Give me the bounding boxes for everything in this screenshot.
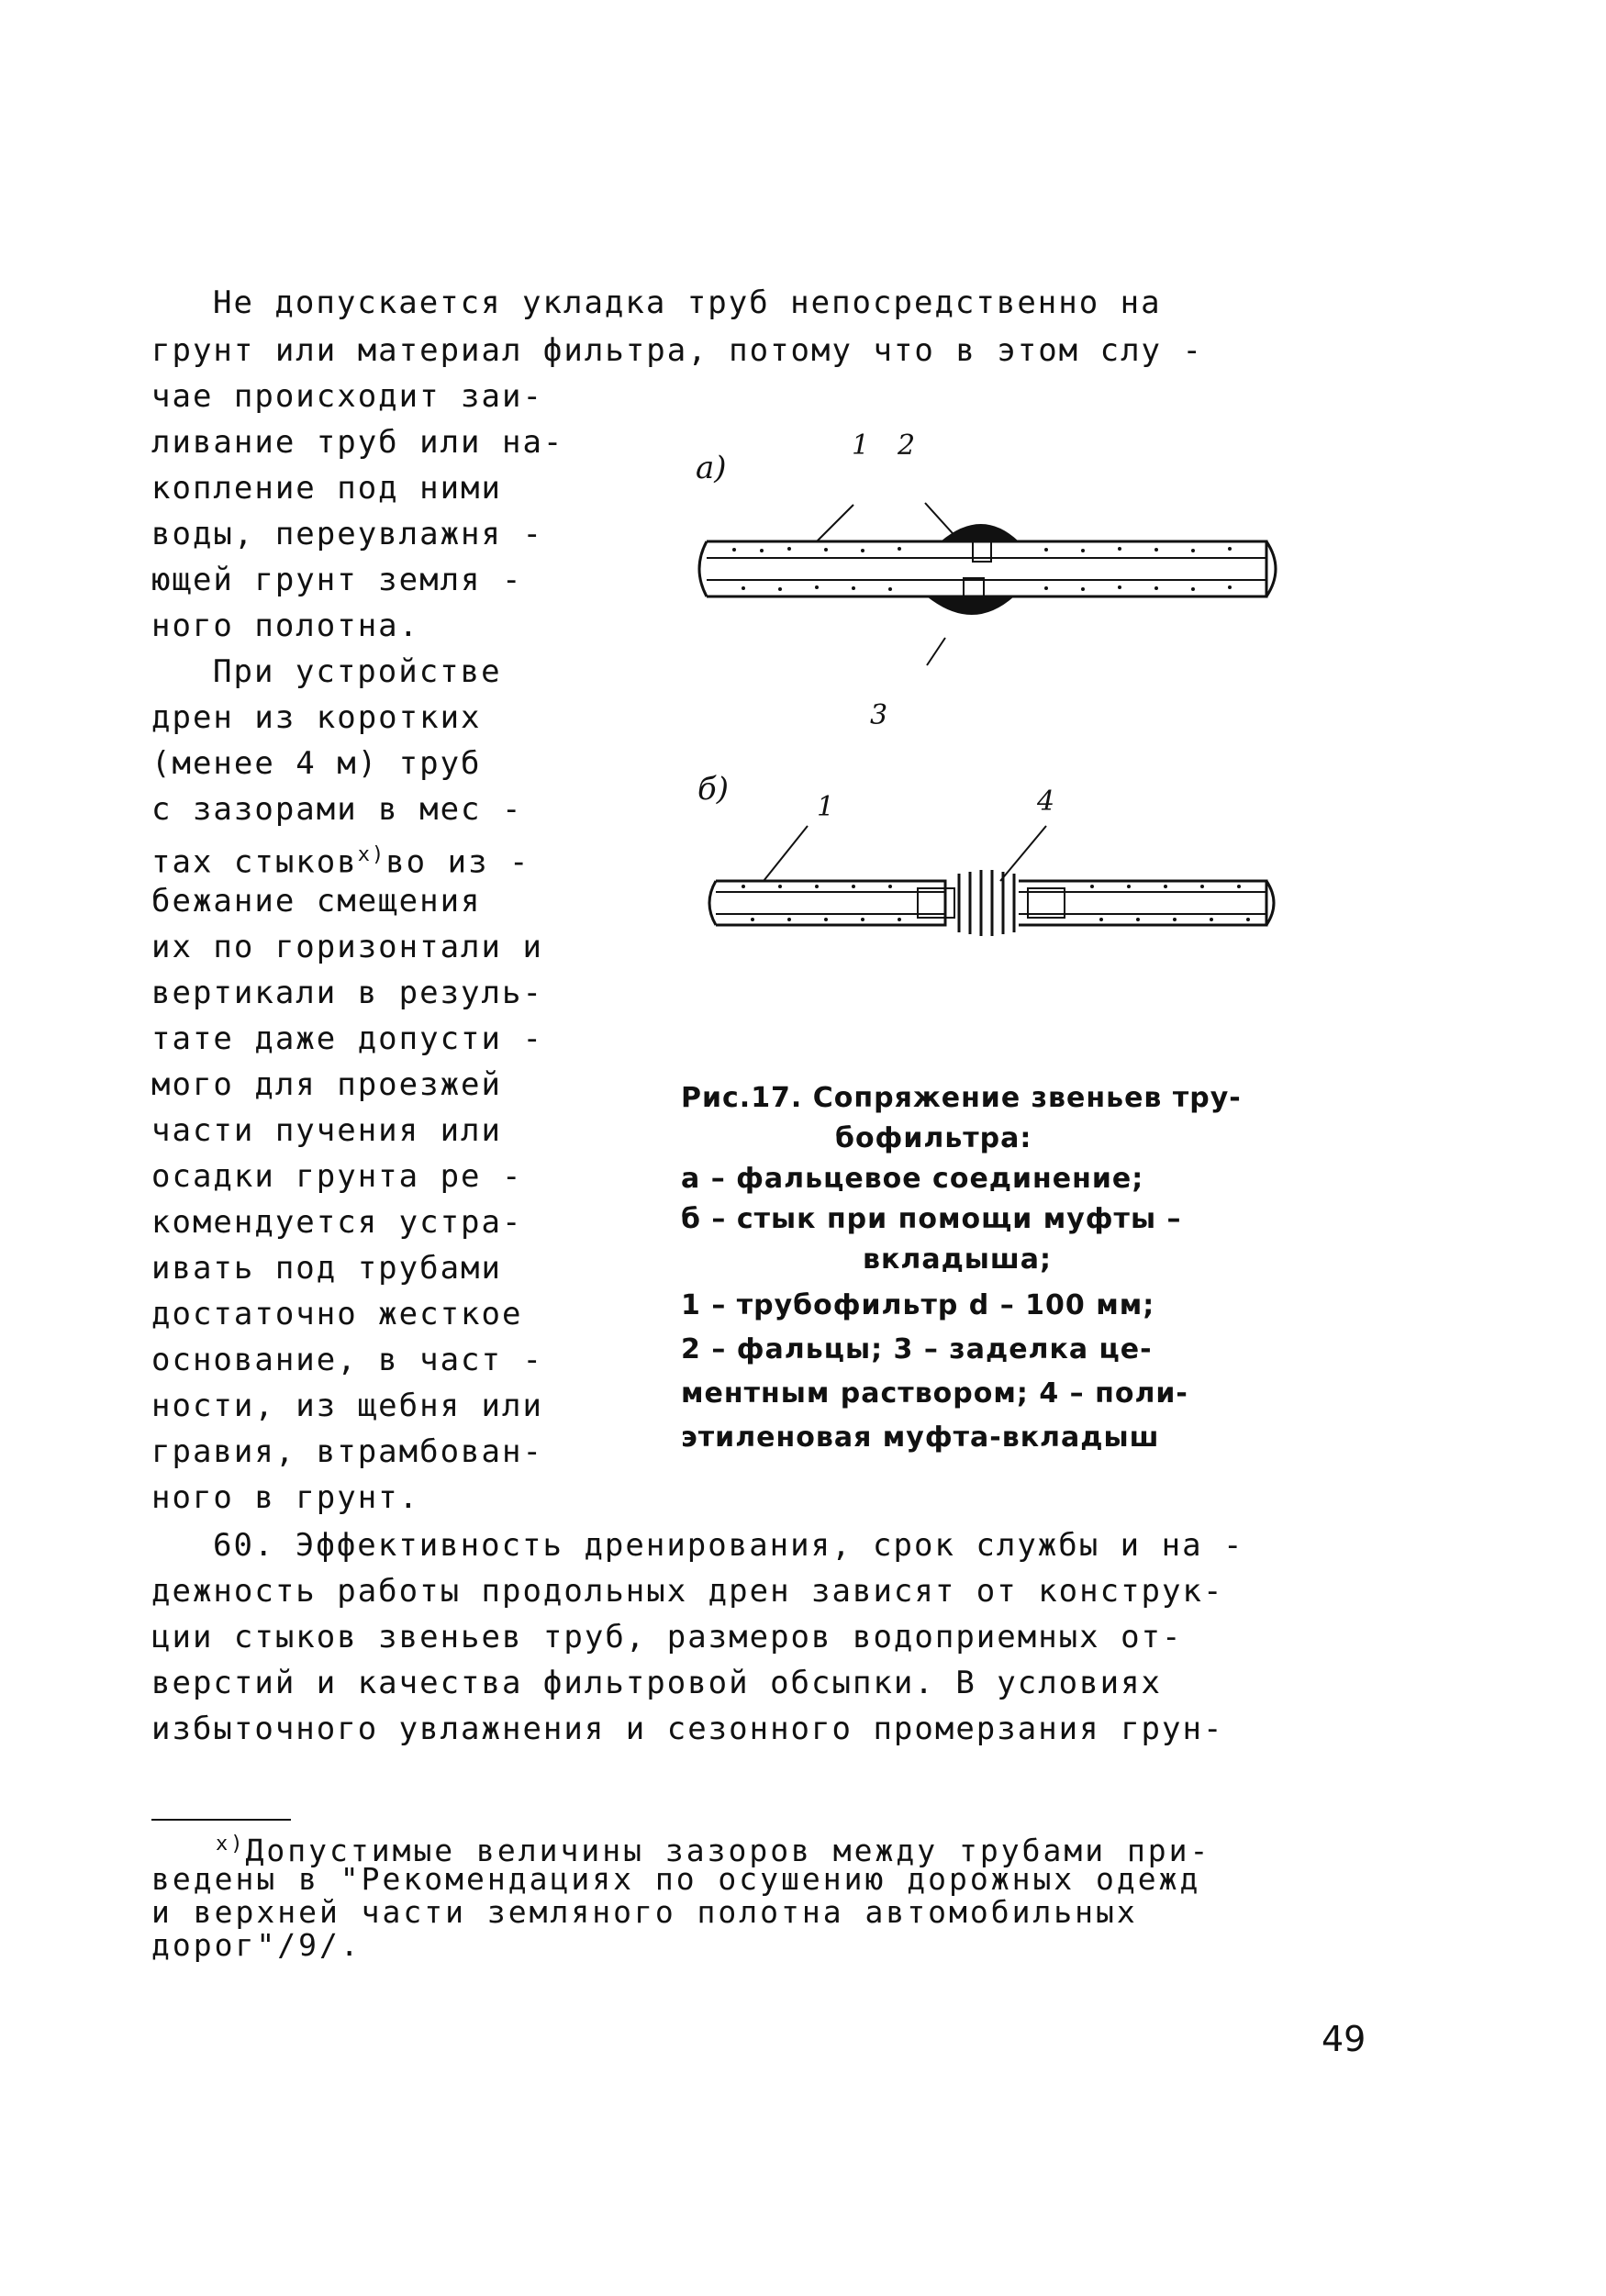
caption-line-9: этиленовая муфта-вкладыш bbox=[681, 1421, 1160, 1454]
left-line-11 bbox=[151, 837, 530, 880]
para60-line-3: ции стыков звеньев труб, размеров водоприемных от- bbox=[151, 1619, 1183, 1655]
left-line-23: ности, из щебня или bbox=[151, 1388, 543, 1424]
caption-line-8: ментным раствором; 4 – поли- bbox=[681, 1377, 1188, 1410]
para60-line-2: дежность работы продольных дрен зависят от конструк- bbox=[151, 1573, 1224, 1610]
left-line-15: тате даже допусти - bbox=[151, 1020, 543, 1057]
caption-line-7: 2 – фальцы; 3 – заделка це- bbox=[681, 1333, 1153, 1365]
caption-line-3: а – фальцевое соединение; bbox=[681, 1163, 1144, 1195]
figure-b-pipe-drawing bbox=[697, 808, 1285, 945]
left-line-9: (менее 4 м) труб bbox=[151, 745, 482, 782]
left-line-13: их по горизонтали и bbox=[151, 929, 543, 965]
left-line-8: дрен из коротких bbox=[151, 699, 482, 736]
left-line-20: ивать под трубами bbox=[151, 1250, 502, 1287]
caption-line-6: 1 – трубофильтр d – 100 мм; bbox=[681, 1289, 1155, 1321]
callout-1-bottom: 1 bbox=[817, 791, 835, 823]
figure-label-b: б) bbox=[697, 771, 730, 808]
para60-line-5: избыточного увлажнения и сезонного промерзания грун- bbox=[151, 1711, 1224, 1747]
left-line-2: ливание труб или на- bbox=[151, 424, 564, 461]
callout-4: 4 bbox=[1037, 786, 1055, 818]
left-line-3: копление под ними bbox=[151, 470, 502, 507]
left-line-12: бежание смещения bbox=[151, 883, 482, 920]
footnote-line-3: и верхней части земляного полотна автомобильных bbox=[151, 1894, 1138, 1930]
left-line-5: ющей грунт земля - bbox=[151, 562, 523, 598]
para60-line-1: 60. Эффективность дренирования, срок службы и на - bbox=[213, 1527, 1244, 1564]
footnote-marker-bottom: х) bbox=[216, 1833, 246, 1856]
caption-line-5: вкладыша; bbox=[863, 1243, 1053, 1276]
figure-a-pipe-drawing bbox=[697, 486, 1285, 670]
left-line-6: ного полотна. bbox=[151, 607, 420, 644]
callout-2-top: 2 bbox=[898, 429, 916, 462]
para60-line-4: верстий и качества фильтровой обсыпки. В условиях bbox=[151, 1665, 1163, 1701]
left-line-10: с зазорами в мес - bbox=[151, 791, 523, 828]
footnote-marker: х) bbox=[357, 843, 386, 866]
left-line-11-text: тах стыков bbox=[151, 843, 358, 881]
left-line-22: основание, в част - bbox=[151, 1342, 543, 1378]
left-line-24: гравия, втрамбован- bbox=[151, 1433, 543, 1470]
callout-3: 3 bbox=[870, 699, 888, 731]
caption-line-2: бофильтра: bbox=[835, 1122, 1032, 1154]
left-line-4: воды, переувлажня - bbox=[151, 516, 543, 552]
caption-line-4: б – стык при помощи муфты – bbox=[681, 1203, 1182, 1235]
left-line-19: комендуется устра- bbox=[151, 1204, 523, 1241]
left-line-7: При устройстве bbox=[213, 653, 502, 690]
footnote-rule bbox=[151, 1819, 291, 1821]
intro-line-1: Не допускается укладка труб непосредственно на bbox=[213, 284, 1162, 321]
callout-1-top: 1 bbox=[852, 429, 870, 462]
figure-label-a: а) bbox=[696, 450, 727, 486]
footnote-line-1-text: Допустимые величины зазоров между трубами при- bbox=[245, 1833, 1211, 1868]
intro-line-2: грунт или материал фильтра, потому что в этом слу - bbox=[151, 332, 1203, 369]
left-line-21: достаточно жесткое bbox=[151, 1296, 523, 1332]
left-line-16: мого для проезжей bbox=[151, 1066, 502, 1103]
footnote-line-2: ведены в "Рекомендациях по осушению дорожных одежд bbox=[151, 1861, 1201, 1897]
left-line-11-tail: во из - bbox=[385, 843, 530, 881]
footnote-line-4: дорог"/9/. bbox=[151, 1927, 362, 1963]
left-line-1: чае происходит заи- bbox=[151, 378, 543, 415]
left-line-17: части пучения или bbox=[151, 1112, 502, 1149]
left-line-25: ного в грунт. bbox=[151, 1479, 420, 1516]
caption-title: Рис.17. Сопряжение звеньев тру- bbox=[681, 1082, 1242, 1114]
left-line-14: вертикали в резуль- bbox=[151, 975, 543, 1011]
page-number: 49 bbox=[1322, 2019, 1366, 2059]
left-line-18: осадки грунта ре - bbox=[151, 1158, 523, 1195]
